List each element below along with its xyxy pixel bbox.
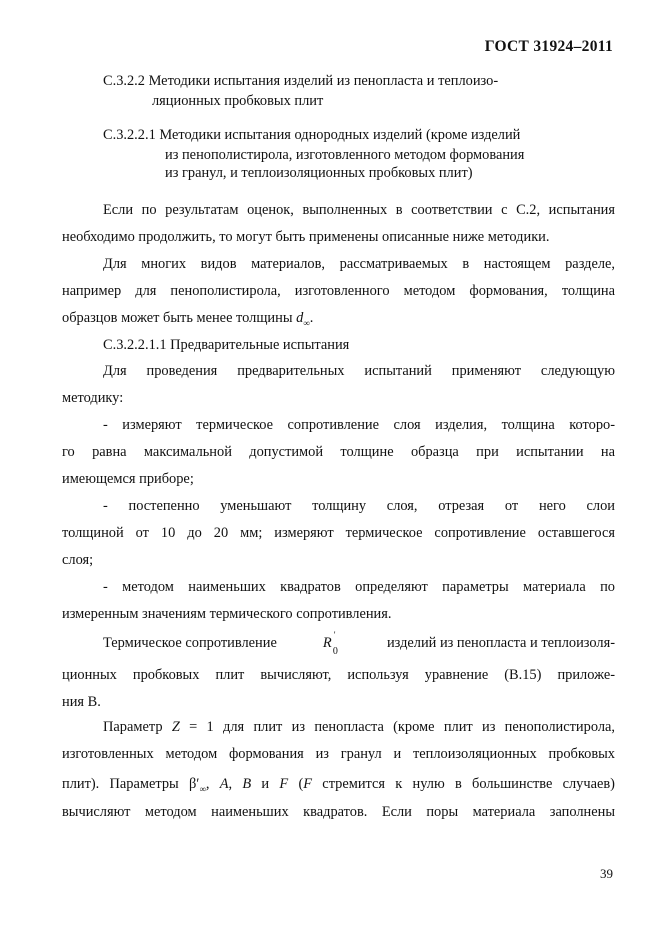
symbol-b: B bbox=[242, 776, 252, 792]
symbol-subscript: ∞ bbox=[199, 783, 206, 794]
paragraph-line: необходимо продолжить, то могут быть применены описанные ниже методики. bbox=[62, 229, 550, 245]
subsection-heading-c3-2-2-1-1: С.3.2.2.1.1 Предварительные испытания bbox=[103, 337, 350, 353]
paragraph-line: изготовленных методом формования из гранул и теплоизоляционных пробковых bbox=[62, 746, 615, 762]
line-text: Термическое сопротивление bbox=[103, 635, 277, 651]
symbol-d: d bbox=[296, 310, 304, 326]
symbol-f: F bbox=[303, 776, 313, 792]
paragraph-line bbox=[62, 309, 615, 332]
paragraph-line: методику: bbox=[62, 390, 124, 406]
section-heading-continuation: ляционных пробковых плит bbox=[152, 93, 324, 109]
paragraph-line: Для многих видов материалов, рассматриваемых в настоящем разделе, bbox=[103, 256, 615, 272]
line-text: , bbox=[228, 776, 243, 792]
paragraph-line: Для проведения предварительных испытаний применяют следующую bbox=[103, 363, 615, 379]
document-header: ГОСТ 31924–2011 bbox=[484, 38, 613, 55]
formula-r0-prime bbox=[322, 630, 341, 657]
line-text: Параметр bbox=[103, 719, 172, 735]
symbol-superscript: ' bbox=[333, 630, 336, 640]
paragraph-line bbox=[62, 775, 615, 798]
paragraph-line bbox=[103, 718, 615, 736]
list-item-line: слоя; bbox=[62, 552, 94, 568]
symbol-a: A bbox=[219, 776, 229, 792]
section-heading-c3-2-2-1: С.3.2.2.1 Методики испытания однородных изделий (кроме изделий bbox=[103, 127, 521, 143]
line-text: и bbox=[251, 776, 280, 792]
line-text: ( bbox=[288, 776, 304, 792]
list-item-line: - измеряют термическое сопротивление слоя изделия, толщина которо- bbox=[103, 417, 615, 433]
list-item-line: - постепенно уменьшают толщину слоя, отрезая от него слои bbox=[103, 498, 615, 514]
line-text: плит). Параметры β′ bbox=[62, 776, 200, 792]
list-item-line: - методом наименьших квадратов определяют параметры материала по bbox=[103, 579, 615, 595]
symbol-r: R bbox=[322, 635, 332, 651]
paragraph-line: вычисляют методом наименьших квадратов. Если поры материала заполнены bbox=[62, 804, 615, 820]
list-item-line: толщиной от 10 до 20 мм; измеряют термическое сопротивление оставшегося bbox=[62, 525, 615, 541]
paragraph-line: ционных пробковых плит вычисляют, используя уравнение (В.15) приложе- bbox=[62, 667, 615, 683]
line-text: . bbox=[309, 310, 314, 326]
line-text: стремится к нулю в большинстве случаев) bbox=[312, 776, 615, 792]
paragraph-line: например для пенополистирола, изготовленного методом формования, толщина bbox=[62, 283, 615, 299]
symbol-subscript: 0 bbox=[332, 646, 338, 657]
line-text: = 1 для плит из пенопласта (кроме плит из пенополистирола, bbox=[179, 719, 615, 735]
list-item-line: измеренным значениям термического сопротивления. bbox=[62, 606, 392, 622]
symbol-z: Z bbox=[171, 719, 180, 735]
line-text: образцов может быть менее толщины bbox=[62, 310, 297, 326]
list-item-line: имеющемся приборе; bbox=[62, 471, 194, 487]
page-number: 39 bbox=[600, 866, 613, 881]
paragraph-line: Если по результатам оценок, выполненных в соответствии с С.2, испытания bbox=[103, 202, 615, 218]
section-heading-continuation: из гранул, и теплоизоляционных пробковых плит) bbox=[165, 165, 473, 181]
symbol-subscript: ∞ bbox=[303, 317, 310, 328]
list-item-line: го равна максимальной допустимой толщине образца при испытании на bbox=[62, 444, 615, 460]
line-text: , bbox=[205, 776, 220, 792]
symbol-f: F bbox=[279, 776, 289, 792]
paragraph-line: ния В. bbox=[62, 694, 101, 710]
section-heading-c3-2-2: С.3.2.2 Методики испытания изделий из пенопласта и теплоизо- bbox=[103, 73, 499, 89]
paragraph-line bbox=[103, 630, 615, 657]
line-text: изделий из пенопласта и теплоизоля- bbox=[386, 635, 615, 651]
section-heading-continuation: из пенополистирола, изготовленного методом формования bbox=[165, 147, 525, 163]
